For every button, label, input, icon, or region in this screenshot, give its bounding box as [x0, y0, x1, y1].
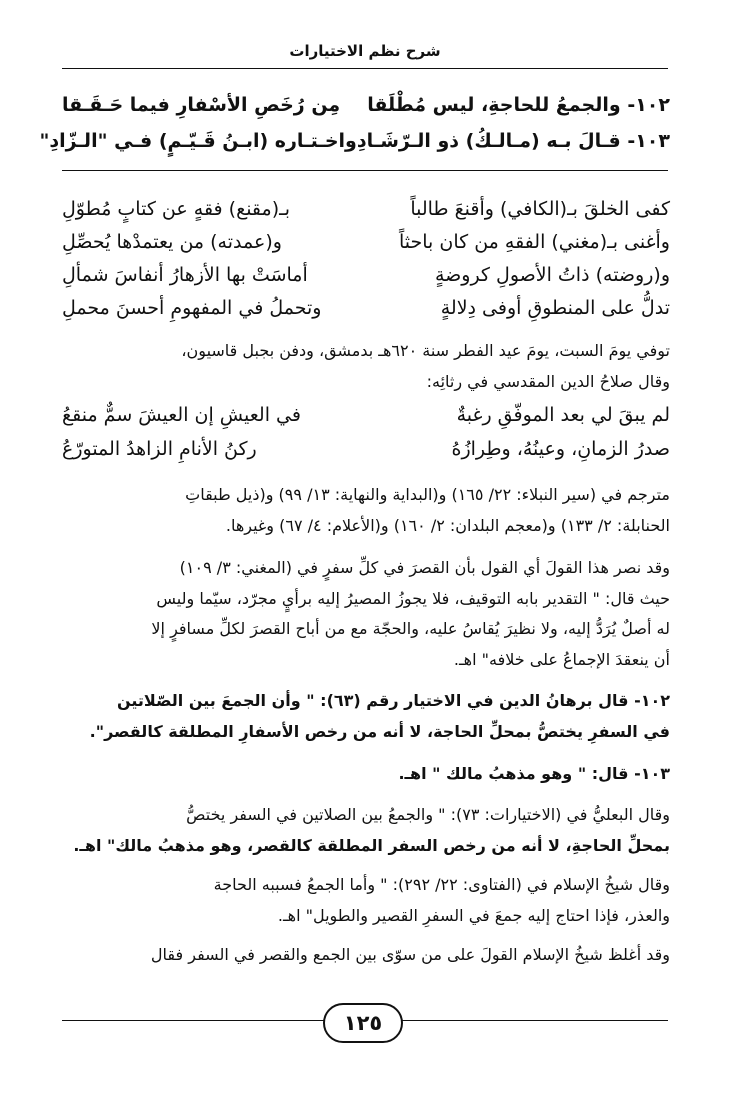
poem2-verse [62, 438, 670, 460]
verse-second-hemistich: واخـتـاره (ابـنُ قَـيّـمٍ) فـي "الـزّادِ" [39, 130, 357, 152]
poem1-verse [62, 264, 670, 286]
verse-first-hemistich: لم يبقَ لي بعد الموفّقِ رغبةٌ [456, 404, 670, 426]
mughni-paragraph: وقد نصر هذا القولَ أي القول بأن القصرَ في كلِّ سفرٍ في (المغني: ٣/ ١٠٩) حيث قال: " التقدير بابه التوقيف، فلا يجوزُ المصيرُ إليه برأيٍ مجرّد، سيّما وليس له أصلٌ يُرَدُّ إليه، ولا نظيرَ يُقاسُ عليه، والحجّة مع من أباح القصرَ لكلِّ مسافرٍ إلا أن ينعقدَ الإجماعُ على خلافه" اهـ. [151, 558, 670, 669]
header-rule [62, 68, 668, 69]
verse-second-hemistich: بـ(مقنع) فقهٍ عن كتابٍ مُطوّلِ [62, 198, 290, 220]
page-header-title: شرح نظم الاختيارات [289, 42, 441, 60]
verse-second-hemistich: و(عمدته) من يعتمدْها يُحصِّلِ [62, 231, 282, 253]
fatawa-paragraph: وقال شيخُ الإسلام في (الفتاوى: ٢٢/ ٢٩٢): " وأما الجمعُ فسببه الحاجة والعذر، فإذا احتاج إليه جمعَ في السفرِ القصير والطويل" اهـ. [213, 875, 670, 925]
verse-second-hemistich: في العيشِ إن العيشَ سمٌّ منقعُ [62, 404, 301, 426]
explanation-103: ١٠٣- قال: " وهو مذهبُ مالك " اهـ. [398, 764, 670, 783]
verse-first-hemistich: صدرُ الزمانِ، وعينُهُ، وطِرازُهُ [451, 438, 670, 460]
matn-verse-102 [62, 94, 670, 116]
matn-divider-rule [62, 170, 668, 171]
matn-verse-103 [39, 130, 670, 152]
poem2-verse [62, 404, 670, 426]
death-paragraph: توفي يومَ السبت، يومَ عيد الفطر سنة ٦٢٠هـ بدمشق، ودفن بجبل قاسيون، وقال صلاحُ الدين المقدسي في رثائِه: [181, 341, 670, 391]
explanation-102: ١٠٢- قال برهانُ الدين في الاختيار رقم (٦٣): " وأن الجمعَ بين الصّلاتين في السفرِ يختصُّ بمحلِّ الحاجة، لا أنه من رخص الأسفارِ المطلقة كالقصر". [89, 691, 670, 741]
verse-first-hemistich: تدلُّ على المنطوقِ أوفى دِلالةٍ [440, 297, 670, 319]
poem1-verse [62, 198, 670, 220]
verse-second-hemistich: وتحملُ في المفهومِ أحسنَ محملِ [62, 297, 322, 319]
poem1-verse [62, 231, 670, 253]
poem1-verse [62, 297, 670, 319]
verse-second-hemistich: أماسَتْ بها الأزهارُ أنفاسَ شمألِ [62, 264, 308, 286]
verse-second-hemistich: ركنُ الأنامِ الزاهدُ المتورّعُ [62, 438, 257, 460]
verse-first-hemistich: كفى الخلقَ بـ(الكافي) وأقنعَ طالباً [410, 198, 670, 220]
verse-number: ١٠٣- [627, 130, 670, 152]
final-paragraph: وقد أغلظ شيخُ الإسلام القولَ على من سوّى بين الجمع والقصر في السفر فقال [150, 945, 670, 964]
verse-number: ١٠٢- [627, 94, 670, 116]
verse-first-hemistich: والجمعُ للحاجةِ، ليس مُطْلَقا [367, 94, 621, 116]
verse-second-hemistich: مِن رُخَصِ الأسْفارِ فيما حَـقَـقا [62, 94, 341, 116]
verse-first-hemistich: قـالَ بـه (مـالـكُ) ذو الـرّشَـادِ [356, 130, 621, 152]
ba3li-paragraph: وقال البعليُّ في (الاختيارات: ٧٣): " والجمعُ بين الصلاتين في السفر يختصُّ بمحلِّ الحاجةِ، لا أنه من رخص السفر المطلقة كالقصر، وهو مذهبُ مالك" اهـ. [73, 805, 670, 855]
page-number: ١٢٥ [323, 1003, 403, 1043]
verse-first-hemistich: و(روضته) ذاتُ الأصولِ كروضةٍ [434, 264, 670, 286]
biography-references: مترجم في (سير النبلاء: ٢٢/ ١٦٥) و(البداية والنهاية: ١٣/ ٩٩) و(ذيل طبقاتِ الحنابلة: ٢/ ١٣٣) و(معجم البلدان: ٢/ ١٦٠) و(الأعلام: ٤/ ٦٧) وغيرها. [185, 485, 670, 535]
verse-first-hemistich: وأغنى بـ(مغني) الفقهِ من كان باحثاً [398, 231, 670, 253]
